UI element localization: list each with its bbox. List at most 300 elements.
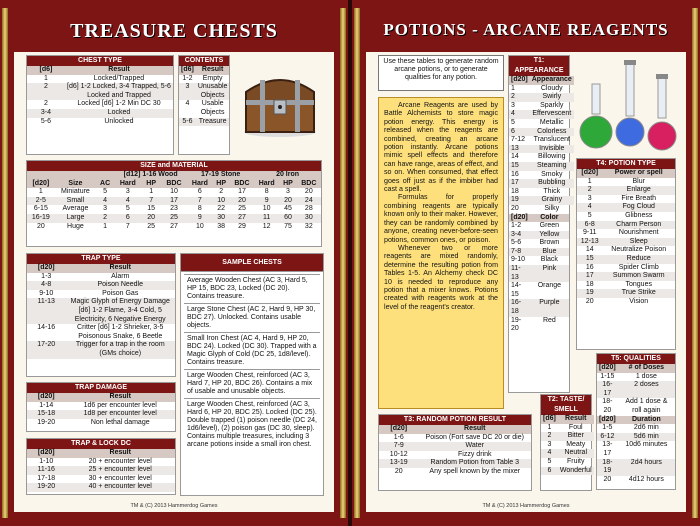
result-cell: Bitter: [558, 432, 594, 441]
cell: 11: [254, 214, 279, 223]
result-cell: Neutralize Poison: [611, 246, 667, 254]
column-header-row: [577, 169, 675, 178]
result-cell: 40 + encounter level: [65, 483, 175, 492]
group-header-row: [27, 171, 321, 180]
result-cell: Grainy: [530, 196, 574, 205]
result-cell: Summon Swarm: [602, 272, 675, 281]
cell: 25: [161, 214, 188, 223]
roll-cell: 10-12: [389, 450, 408, 458]
table-row: [509, 179, 574, 188]
table-header: CONTENTS: [179, 56, 229, 66]
table-row: [597, 381, 675, 398]
cell: 12: [262, 222, 271, 230]
roll-cell: 1-14: [39, 401, 54, 409]
column-header: Result: [419, 425, 531, 434]
lore-paragraph: Arcane Reagents are used by Battle Alchemists to store magic potion energy. This energy is released when the reagents are combined, creating an arcane potion instantly. Arcane potions mimic spell effects and therefore can have range, areas of effect, and so on. When consumed, that effect goes off just as if the imbiber had cast a spell.: [384, 101, 498, 194]
result-cell: 4d12 hours: [628, 475, 664, 483]
result-cell: Magic Glyph of Energy Damage [d6] 1-2 Flame, 3-4 Cold, 5 Electricity, 6 Negative Energy: [65, 298, 175, 324]
roll-cell: 5: [511, 118, 515, 126]
table-row: [577, 229, 675, 238]
column-header: Size: [55, 180, 96, 189]
roll-cell: 2: [44, 100, 48, 108]
column-header: Result: [65, 66, 173, 75]
table-header: T5: QUALITIES: [597, 354, 675, 364]
table-row: [541, 424, 594, 433]
table-row: [577, 281, 675, 290]
cell: 20: [279, 197, 296, 206]
table-row: [27, 281, 175, 290]
cell: 8: [197, 205, 202, 213]
column-header: [d6]: [181, 66, 194, 73]
table-row: [27, 419, 175, 428]
result-cell: Orange: [537, 282, 562, 290]
result-cell: Charm Person: [602, 221, 675, 230]
roll-cell: 18: [585, 280, 594, 288]
table-row: [27, 466, 175, 475]
roll-cell: 5: [547, 457, 552, 465]
result-cell: 2 doses: [618, 381, 675, 398]
sample-chest-entry: Large Wooden Chest, reinforced (AC 3, Hard 6, HP 20, BDC 25). Locked (DC 25). Double trapped (1) poison needle (DC 24, 1d6/level), (2) poison gas (DC 30, sleep). Contains multiple treasures, including 3 arcane potions inside a small iron chest.: [184, 398, 320, 451]
result-cell: Treasure: [196, 118, 230, 127]
table-row: [27, 109, 173, 118]
result-cell: Yellow: [530, 231, 569, 240]
roll-cell: 11-13: [27, 298, 65, 324]
table-row: [27, 83, 173, 100]
column-header: [d20]: [379, 425, 419, 434]
column-header: [d20]: [599, 415, 616, 423]
result-cell: Fire Breath: [621, 194, 657, 202]
column-header: [d20]: [27, 180, 55, 189]
table-row: [509, 162, 574, 171]
treasure-chests-page: [0, 0, 348, 526]
roll-cell: 20: [394, 467, 403, 475]
result-cell: Thick: [543, 187, 561, 195]
table-row: [597, 433, 675, 442]
column-header: BDC: [161, 180, 188, 189]
roll-cell: 15-18: [27, 410, 65, 419]
table-header: TRAP & LOCK DC: [27, 439, 175, 449]
table-row: [27, 100, 173, 109]
sample-chest-entry: Average Wooden Chest (AC 3, Hard 5, HP 15, BDC 23, Locked (DC 20). Contains treasure.: [184, 274, 320, 303]
result-cell: Wonderful: [559, 466, 592, 474]
result-cell: [d6] 1-2 Locked, 3-4 Trapped, 5-6 Locked and Trapped: [65, 83, 173, 100]
table-row: [509, 102, 574, 111]
cell: 10: [195, 222, 204, 230]
table-row: [27, 75, 173, 84]
table-header: T1: APPEARANCE: [509, 56, 569, 76]
column-header: Result: [65, 393, 175, 402]
table-header: TRAP TYPE: [27, 254, 175, 264]
column-header: [d20]: [577, 169, 602, 178]
trap-type-table: [26, 253, 176, 377]
right-panel: [366, 14, 686, 512]
roll-cell: 2: [509, 93, 530, 102]
roll-cell: 3: [179, 83, 196, 100]
table-row: [379, 434, 531, 443]
result-cell: 5d6 min: [618, 433, 675, 442]
roll-cell: 14-16: [37, 324, 56, 332]
cell: 23: [170, 205, 178, 213]
table-row: [27, 402, 175, 411]
result-cell: Red: [542, 316, 556, 324]
left-border-post: [2, 8, 8, 518]
table-row: [27, 197, 321, 206]
roll-cell: 19: [509, 196, 530, 205]
roll-cell: 9-10: [39, 289, 54, 297]
cell: 7: [142, 197, 161, 206]
result-cell: Fog Cloud: [602, 203, 675, 212]
cell: 3: [125, 188, 130, 196]
roll-cell: 2: [577, 186, 602, 195]
cell: 4: [96, 197, 114, 206]
table-row: [541, 449, 594, 458]
trap-damage-table: [26, 382, 176, 432]
cell: 10: [262, 205, 271, 213]
table-row: [509, 93, 574, 102]
table-row: [577, 238, 675, 247]
cell: 22: [217, 205, 226, 213]
column-header: [d20]: [599, 364, 616, 371]
roll-cell: 16: [585, 263, 594, 271]
cell: 17: [238, 188, 246, 196]
copyright-footer: TM & (C) 2013 Hammerdog Games: [130, 503, 218, 509]
roll-cell: 20: [511, 204, 519, 212]
roll-cell: 6-12: [597, 433, 618, 442]
roll-cell: 17-20: [27, 341, 65, 358]
cell: 5: [103, 188, 108, 196]
cell: 27: [170, 222, 178, 230]
result-cell: Invisible: [530, 145, 574, 154]
t5-qualities-table: [596, 353, 676, 490]
result-cell: 2d6 min: [633, 424, 659, 432]
result-cell: Green: [539, 222, 560, 230]
cell: 2: [219, 188, 224, 196]
table-row: [509, 317, 569, 334]
copyright-footer: TM & (C) 2013 Hammerdog Games: [482, 503, 570, 509]
roll-cell: 2: [541, 432, 558, 441]
cell: 27: [230, 214, 254, 223]
table-row: [509, 85, 574, 94]
lore-paragraph: Formulas for properly combining reagents are typically known only to their maker. However, they can be randomly combined by anyone, creating never-before-seen potions, common ones, or poison.: [384, 193, 498, 244]
roll-cell: 17: [509, 179, 530, 188]
result-cell: Cloudy: [540, 84, 563, 92]
table-row: [27, 290, 175, 299]
roll-cell: 2: [27, 83, 65, 100]
group-header: [d12] 1-16 Wood: [114, 171, 187, 180]
roll-cell: 18-19: [597, 459, 618, 476]
right-border-post: [692, 8, 698, 518]
roll-cell: 1: [547, 423, 552, 431]
roll-cell: 6: [541, 467, 558, 476]
table-row: [577, 272, 675, 281]
roll-cell: 6: [509, 128, 530, 137]
table-row: [541, 458, 594, 467]
result-cell: Billowing: [537, 153, 566, 161]
cell: 6-15: [33, 205, 48, 213]
table-row: [577, 195, 675, 204]
column-header: AC: [96, 180, 114, 189]
table-row: [509, 299, 569, 316]
result-cell: Brown: [539, 239, 560, 247]
cell: 4: [114, 197, 142, 206]
result-cell: Enlarge: [602, 186, 675, 195]
roll-cell: 7-9: [379, 442, 419, 451]
t1-appearance-table: [508, 55, 570, 393]
result-cell: Swirly: [530, 93, 574, 102]
cell: Huge: [67, 222, 84, 230]
table-row: [597, 476, 675, 485]
cell: 7: [187, 197, 212, 206]
roll-cell: 19-20: [27, 483, 65, 492]
group-header: 17-19 Stone: [187, 171, 254, 180]
table-header: CHEST TYPE: [27, 56, 173, 66]
group-header-blank: [27, 171, 114, 180]
result-cell: Empty: [202, 74, 223, 82]
result-cell: Silky: [544, 204, 560, 212]
table-row: [27, 475, 175, 484]
column-header-row: [597, 416, 675, 425]
trap-lock-dc-table: [26, 438, 176, 495]
roll-cell: 11-16: [27, 466, 65, 475]
roll-cell: 17: [577, 272, 602, 281]
table-row: [27, 410, 175, 419]
roll-cell: 1-3: [41, 272, 52, 280]
roll-cell: 1-5: [602, 424, 613, 432]
result-cell: Neutral: [558, 449, 594, 458]
result-cell: Trigger for a trap in the room (GMs choice): [65, 341, 175, 358]
result-cell: Sleep: [602, 238, 675, 247]
sample-chest-entry: Small Iron Chest (AC 4, Hard 9, HP 20, BDC 24). Locked (DC 30). Trapped with a Magic Glyph of Cold (DC 25, 1d8/level). Contains treasure.: [184, 332, 320, 369]
lore-paragraph: Whenever two or more reagents are mixed randomly, determine the resulting potion from Tables 1-5. An Alchemy check DC 10 is needed to reproduce any potion that a mixer knows. Potions created with reagents work at the level of the reagent's creator.: [384, 243, 498, 311]
roll-cell: 12-13: [577, 238, 602, 247]
column-header: Appearance: [531, 76, 572, 83]
cell: 20: [230, 197, 254, 206]
result-cell: 10d6 minutes: [625, 441, 668, 449]
table-row: [509, 222, 569, 231]
table-row: [379, 442, 531, 451]
cell: 6: [114, 214, 142, 223]
result-cell: Sparkly: [540, 101, 564, 109]
result-cell: Unusable Objects: [197, 83, 228, 99]
result-cell: Poison (Fort save DC 20 or die): [425, 433, 524, 441]
roll-cell: 16-17: [597, 381, 618, 398]
roll-cell: 14-15: [511, 282, 522, 298]
column-header: [d20]: [27, 393, 65, 402]
cell: 8: [264, 188, 269, 196]
table-row: [597, 459, 675, 476]
t4-potion-type-table: [576, 158, 676, 350]
roll-cell: 5: [587, 211, 592, 219]
table-row: [541, 432, 594, 441]
roll-cell: 1: [587, 177, 592, 185]
table-row: [509, 282, 569, 299]
result-cell: Random Potion from Table 3: [419, 459, 531, 468]
roll-cell: 15: [509, 162, 530, 171]
cell: Miniature: [61, 188, 90, 196]
table-header: T4: POTION TYPE: [577, 159, 675, 169]
table-row: [509, 256, 569, 265]
cell: 9: [254, 197, 279, 206]
column-header-row: [541, 415, 594, 424]
roll-cell: 11-13: [509, 265, 530, 282]
cell: 16-19: [27, 214, 55, 223]
result-cell: Water: [419, 442, 531, 451]
arcane-reagents-description: [378, 97, 504, 409]
roll-cell: 20: [585, 297, 594, 305]
roll-cell: 19: [577, 289, 602, 298]
result-cell: True Strike: [602, 289, 675, 298]
cell: 30: [212, 214, 229, 223]
table-row: [27, 324, 175, 341]
table-row: [577, 186, 675, 195]
column-header: # of Doses: [618, 364, 675, 373]
roll-cell: 14: [585, 246, 594, 254]
table-row: [597, 441, 675, 458]
result-cell: Add 1 dose & roll again: [625, 398, 668, 414]
cell: 1: [149, 188, 154, 196]
result-cell: Non lethal damage: [90, 418, 150, 426]
table-row: [577, 298, 675, 307]
table-row: [379, 459, 531, 468]
roll-cell: 16: [511, 170, 519, 178]
roll-cell: 9-11: [582, 229, 597, 237]
roll-cell: 1-10: [39, 457, 54, 465]
cell: 38: [217, 222, 226, 230]
roll-cell: 3-4: [27, 109, 65, 118]
column-header: HP: [279, 180, 296, 189]
result-cell: Meaty: [566, 440, 586, 448]
table-row: [509, 239, 569, 248]
table-row: [27, 341, 175, 358]
result-cell: Vision: [629, 297, 649, 305]
size-material-table: [26, 160, 322, 247]
column-header: BDC: [297, 180, 321, 189]
cell: 30: [297, 214, 321, 223]
right-border-post: [340, 8, 346, 518]
roll-cell: 5-6: [179, 118, 196, 127]
cell: 60: [279, 214, 296, 223]
result-cell: Reduce: [602, 255, 675, 264]
t2-taste-smell-table: [540, 394, 592, 491]
roll-cell: 14: [511, 153, 519, 161]
roll-cell: 5-6: [511, 239, 522, 247]
result-cell: Nourishment: [618, 229, 659, 237]
result-cell: Blue: [530, 248, 569, 257]
result-cell: Critter [d6] 1-2 Shrieker, 3-5 Poisonous Snake, 6 Beetle: [77, 324, 164, 340]
roll-cell: 20: [603, 475, 612, 483]
result-cell: 1d8 per encounter level: [65, 410, 175, 419]
cell: 5: [125, 205, 130, 213]
roll-cell: 1: [44, 74, 48, 82]
table-row: [541, 467, 594, 476]
table-row: [597, 424, 675, 433]
table-row: [27, 188, 321, 197]
result-cell: Black: [540, 256, 558, 264]
column-header-row: [27, 180, 321, 189]
roll-cell: 19-20: [511, 316, 522, 333]
column-header: [d20]: [511, 213, 528, 221]
roll-cell: 6-8: [577, 221, 602, 230]
table-row: [509, 196, 574, 205]
cell: 3: [286, 188, 290, 196]
cell: 15: [147, 205, 156, 213]
column-header: [d6]: [543, 415, 556, 422]
roll-cell: 13-19: [379, 459, 419, 468]
roll-cell: 1-2: [182, 74, 193, 82]
column-header: Result: [558, 415, 594, 424]
table-row: [509, 231, 569, 240]
cell: 7: [125, 222, 130, 230]
table-row: [577, 246, 675, 255]
cell: 45: [284, 205, 292, 213]
roll-cell: 9-10: [511, 256, 526, 264]
potion-flasks-illustration: [578, 56, 682, 156]
cell: 9: [187, 214, 212, 223]
table-row: [577, 178, 675, 187]
table-row: [379, 451, 531, 460]
table-row: [27, 205, 321, 214]
result-cell: Locked: [65, 109, 173, 118]
result-cell: Metallic: [539, 118, 564, 126]
column-header-row: [27, 393, 175, 402]
table-row: [509, 248, 569, 257]
column-header: [d20]: [511, 76, 528, 83]
result-cell: Blur: [632, 177, 645, 185]
column-header: HP: [212, 180, 229, 189]
sample-chests-box: [180, 253, 324, 496]
column-header: Result: [65, 264, 175, 273]
result-cell: Smoky: [541, 170, 563, 178]
result-cell: Colorless: [530, 128, 574, 137]
roll-cell: 15: [577, 255, 602, 264]
table-header: T2: TASTE/ SMELL: [541, 395, 591, 415]
cell: 17: [161, 197, 188, 206]
sample-chests-list: [181, 271, 323, 453]
table-row: [509, 119, 574, 128]
cell: 29: [238, 222, 246, 230]
column-header: [d20]: [27, 264, 65, 273]
roll-cell: 7-12: [511, 136, 526, 144]
contents-table: [178, 55, 230, 155]
cell: 75: [284, 222, 292, 230]
roll-cell: 13-17: [602, 441, 613, 457]
roll-cell: 3: [587, 194, 592, 202]
result-cell: Steaming: [530, 162, 574, 171]
cell: 32: [304, 222, 313, 230]
result-cell: Purple: [530, 299, 569, 316]
roll-cell: 4: [509, 110, 530, 119]
result-cell: Unlocked: [104, 117, 134, 125]
column-header-row: [597, 364, 675, 373]
table-row: [541, 441, 594, 450]
column-header: HP: [142, 180, 161, 189]
roll-cell: 5-6: [40, 117, 52, 125]
result-cell: 20 + encounter level: [88, 457, 152, 465]
table-row: [509, 145, 574, 154]
cell: 6: [197, 188, 202, 196]
cell: Large: [55, 214, 96, 223]
table-row: [179, 118, 229, 127]
result-cell: Poison Gas: [102, 289, 139, 297]
table-row: [577, 289, 675, 298]
cell: Small: [55, 197, 96, 206]
table-row: [597, 398, 675, 415]
column-header: [d20]: [27, 449, 65, 458]
column-header-row: [179, 66, 229, 75]
table-header: T3: RANDOM POTION RESULT: [379, 415, 531, 425]
roll-cell: 4: [577, 203, 602, 212]
cell: 20: [142, 214, 161, 223]
